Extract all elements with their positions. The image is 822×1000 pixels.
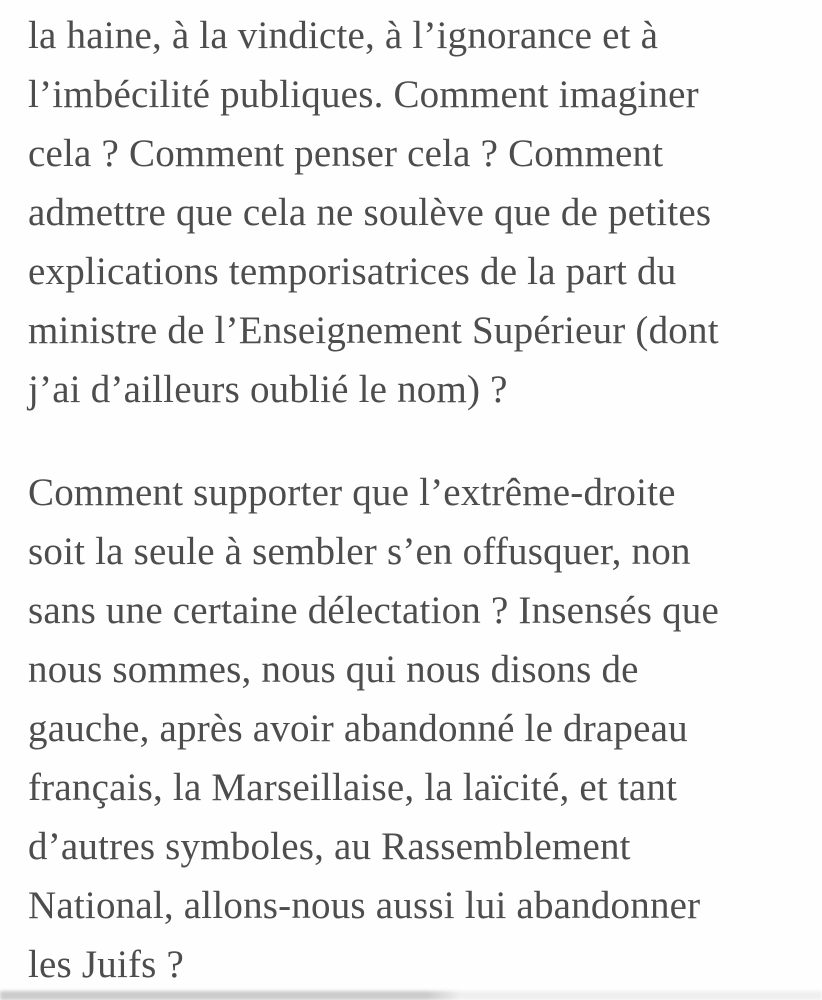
- article-body: [28, 6, 798, 1000]
- text-line: la haine, à la vindicte, à l’ignorance et à: [28, 14, 659, 57]
- paragraph: [28, 463, 798, 994]
- text-line: soit la seule à sembler s’en offusquer, non: [28, 530, 691, 573]
- paragraph: [28, 6, 798, 419]
- text-line: les Juifs ?: [28, 943, 185, 986]
- text-line: sans une certaine délectation ? Insensés que: [28, 589, 720, 632]
- text-line: l’imbécilité publiques. Comment imaginer: [28, 73, 699, 116]
- text-line: ministre de l’Enseignement Supérieur (dont: [28, 309, 719, 352]
- text-line: explications temporisatrices de la part du: [28, 250, 677, 293]
- bottom-edge-shadow: [0, 991, 822, 1000]
- text-line: cela ? Comment penser cela ? Comment: [28, 132, 664, 175]
- text-line: gauche, après avoir abandonné le drapeau: [28, 707, 688, 750]
- text-line: j’ai d’ailleurs oublié le nom) ?: [28, 368, 508, 411]
- text-line: National, allons-nous aussi lui abandonner: [28, 884, 701, 927]
- text-line: admettre que cela ne soulève que de petites: [28, 191, 712, 234]
- text-line: Comment supporter que l’extrême-droite: [28, 471, 676, 514]
- text-line: nous sommes, nous qui nous disons de: [28, 648, 639, 691]
- text-line: d’autres symboles, au Rassemblement: [28, 825, 631, 868]
- text-line: français, la Marseillaise, la laïcité, et tant: [28, 766, 678, 809]
